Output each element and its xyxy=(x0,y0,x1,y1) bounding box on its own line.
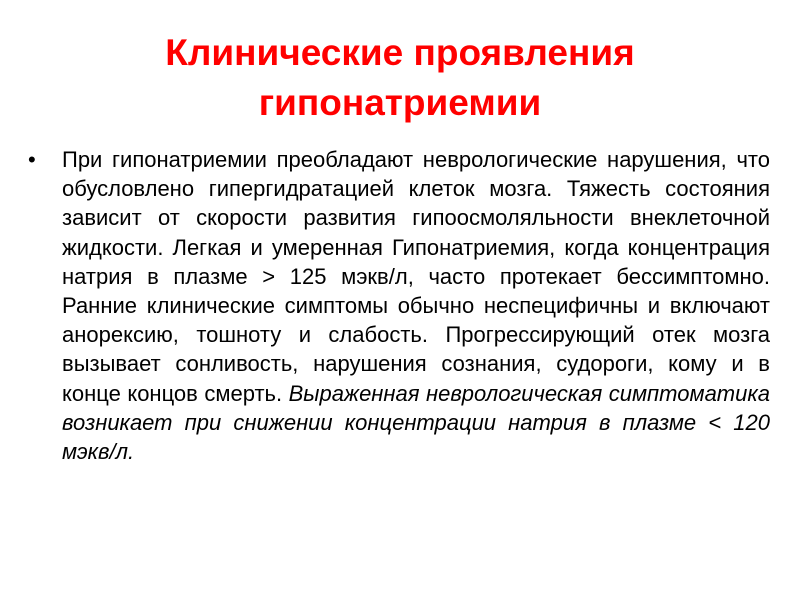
bullet-paragraph xyxy=(62,145,770,466)
bullet-icon: • xyxy=(28,147,36,172)
slide-title: Клинические проявления гипонатриемии xyxy=(165,32,635,123)
body-text: При гипонатриемии преобладают неврологические нарушения, что обусловлено гипергидратацией клеток мозга. Тяжесть состояния зависит от скорости развития гипоосмоляльности внеклеточной жидкости. Легкая и умеренная Гипонатриемия, когда концентрация натрия в плазме > 125 мэкв/л, часто протекает бессимптомно. Ранние клинические симптомы обычно неспецифичны и включают анорексию, тошноту и слабость. Прогрессирующий отек мозга вызывает сонливость, нарушения сознания, судороги, кому и в конце концов смерть. xyxy=(62,147,770,406)
body-text-italic: Выраженная неврологическая симптоматика возникает при снижении концентрации натрия в плазме < 120 мэкв/л. xyxy=(62,380,770,465)
slide-content xyxy=(28,145,770,466)
bullet-item xyxy=(28,145,770,466)
